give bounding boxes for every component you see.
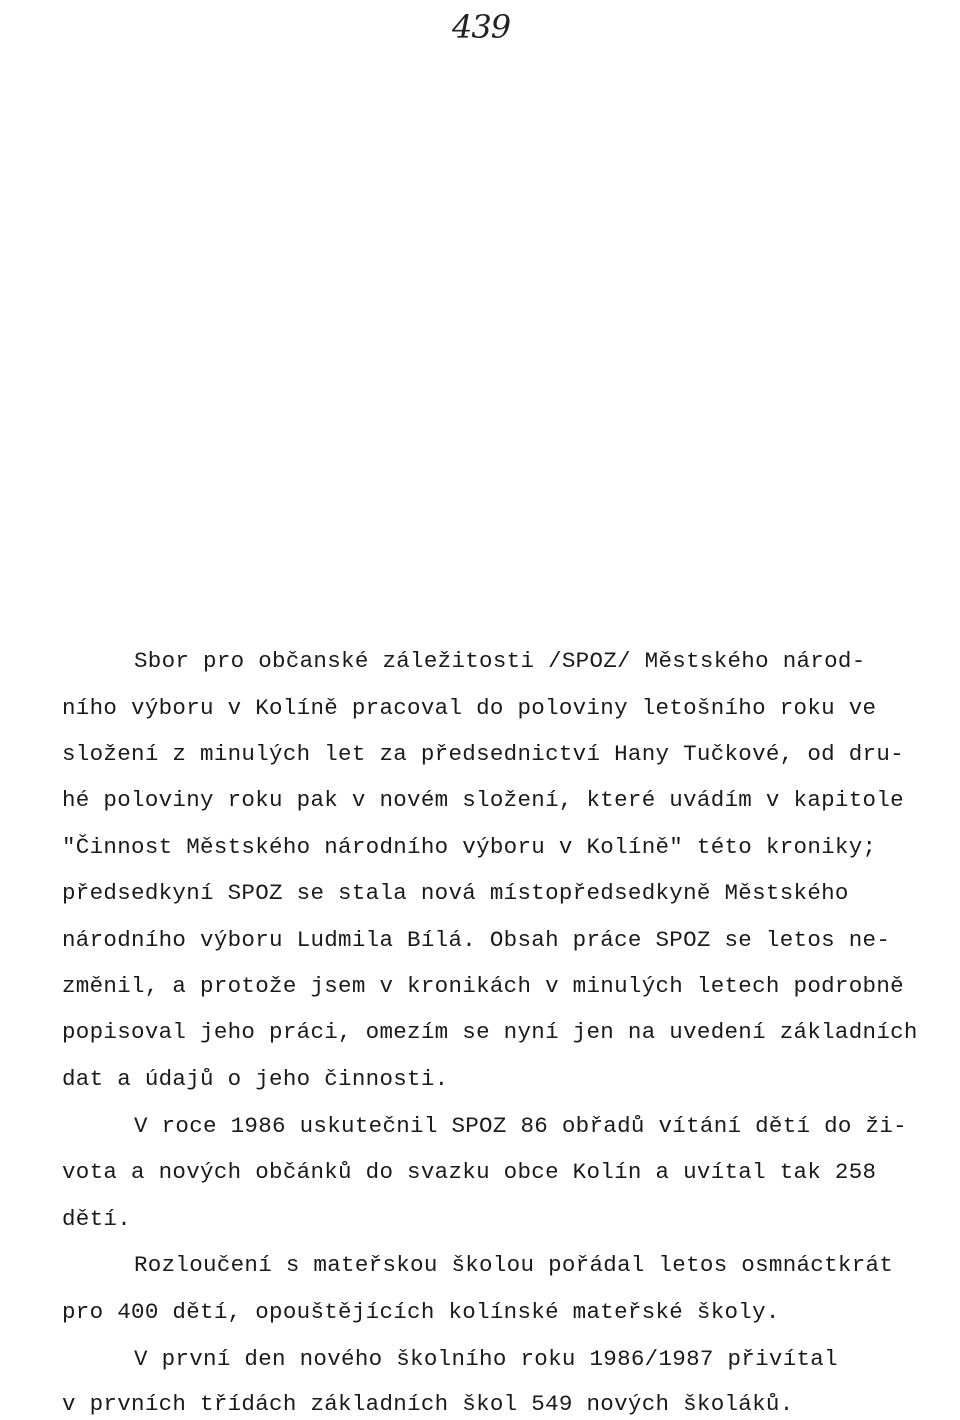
text-line: dat a údajů o jeho činnosti. [62,1066,449,1092]
text-line: popisoval jeho práci, omezím se nyní jen na uvedení základních [62,1019,918,1045]
text-line: vota a nových občánků do svazku obce Kolín a uvítal tak 258 [62,1159,877,1185]
text-line: pro 400 dětí, opouštějících kolínské mateřské školy. [62,1299,780,1325]
page-number: 439 [452,8,511,46]
text-line: dětí. [62,1206,132,1232]
text-line: V první den nového školního roku 1986/1987 přivítal [134,1346,838,1372]
text-line: Rozloučení s mateřskou školou pořádal letos osmnáctkrát [134,1252,894,1278]
text-line: Sbor pro občanské záležitosti /SPOZ/ Městského národ- [134,648,866,674]
text-line: v prvních třídách základních škol 549 nových školáků. [62,1391,794,1417]
text-line: ního výboru v Kolíně pracoval do poloviny letošního roku ve [62,695,877,721]
text-line: V roce 1986 uskutečnil SPOZ 86 obřadů vítání dětí do ži- [134,1113,907,1139]
text-line: hé poloviny roku pak v novém složení, které uvádím v kapitole [62,787,904,813]
text-line: změnil, a protože jsem v kronikách v minulých letech podrobně [62,973,904,999]
text-line: předsedkyní SPOZ se stala nová místopředsedkyně Městského [62,880,849,906]
text-line: složení z minulých let za předsednictví Hany Tučkové, od dru- [62,741,904,767]
text-line: národního výboru Ludmila Bílá. Obsah práce SPOZ se letos ne- [62,927,891,953]
text-line: "Činnost Městského národního výboru v Kolíně" této kroniky; [62,834,877,860]
